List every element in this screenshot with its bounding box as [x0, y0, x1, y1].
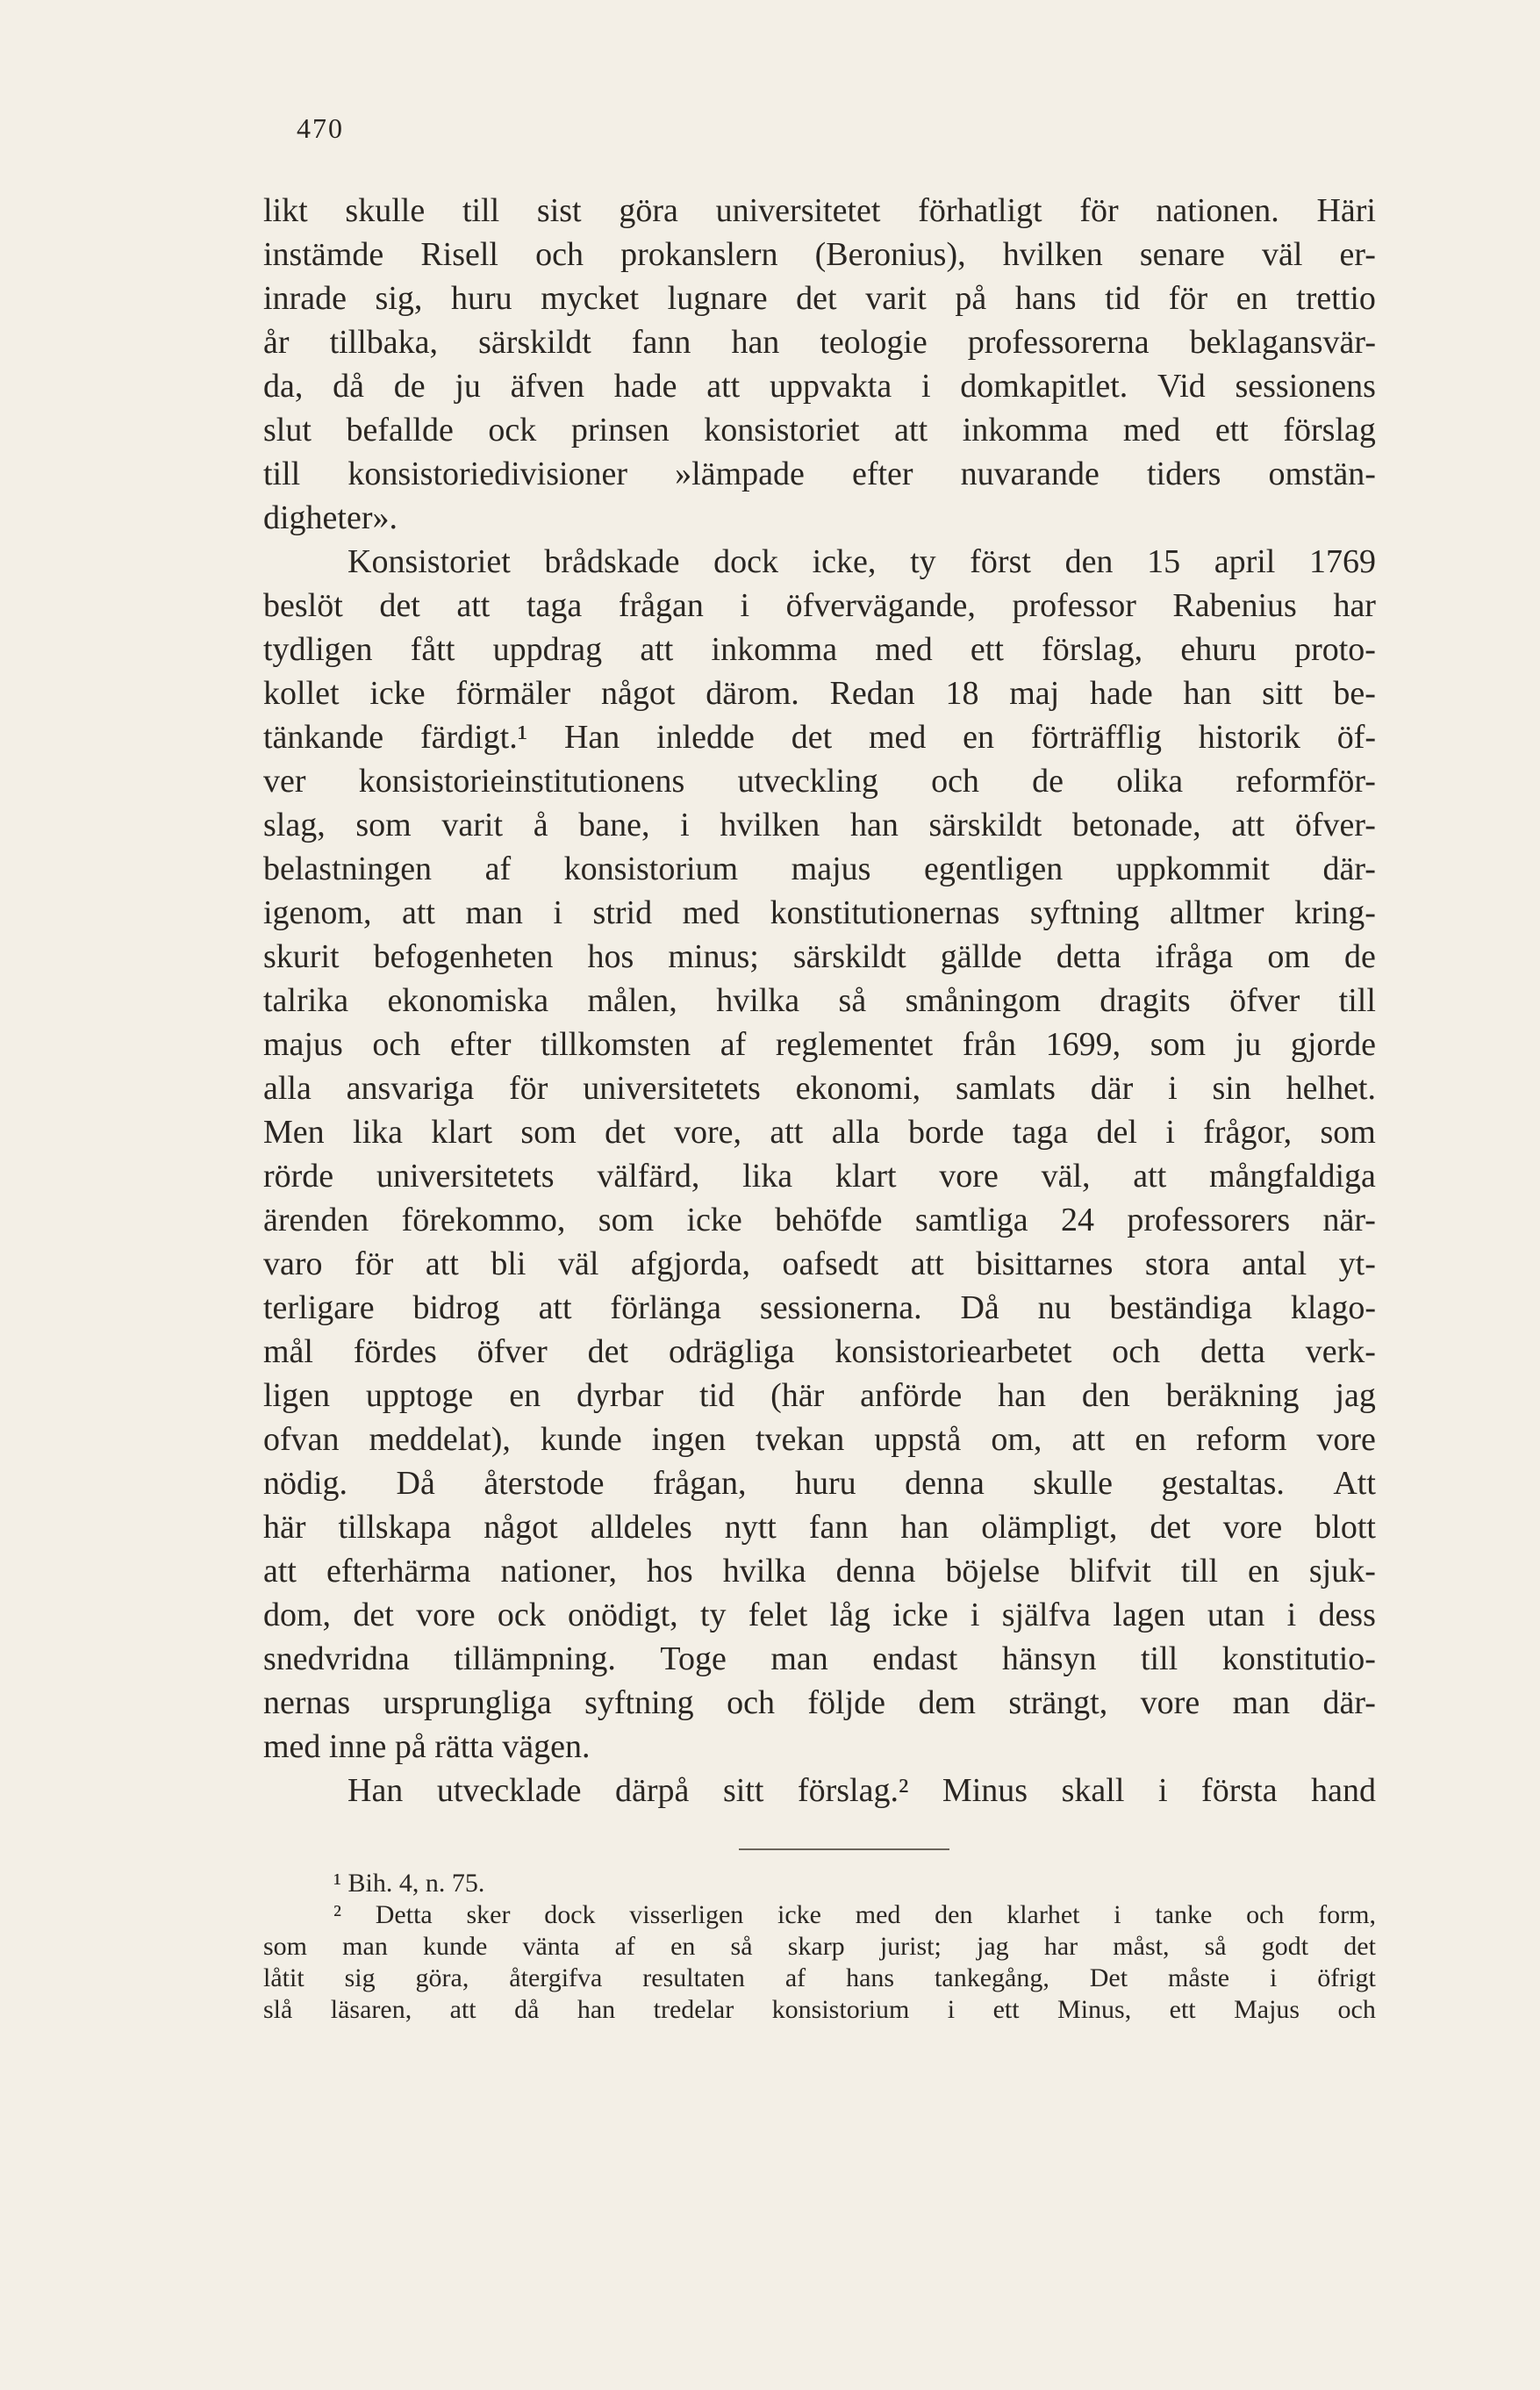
text-line: alla ansvariga för universitetets ekonomi, samlats där i sin helhet.: [263, 1070, 1376, 1107]
body-text: [263, 189, 1376, 1812]
text-line: ofvan meddelat), kunde ingen tvekan uppstå om, att en reform vore: [263, 1421, 1376, 1458]
text-line: nernas ursprungliga syftning och följde dem strängt, vore man där-: [263, 1684, 1376, 1721]
footnote-line: låtit sig göra, återgifva resultaten af hans tankegång, Det måste i öfrigt: [263, 1963, 1376, 1992]
text-line: ligen upptoge en dyrbar tid (här anförde han den beräkning jag: [263, 1377, 1376, 1414]
footnote-line: slå läsaren, att då han tredelar konsistorium i ett Minus, ett Majus och: [263, 1995, 1376, 2024]
text-line: till konsistoriedivisioner »lämpade efter nuvarande tiders omstän-: [263, 456, 1376, 492]
text-line: Men lika klart som det vore, att alla borde taga del i frågor, som: [263, 1114, 1376, 1151]
text-line: da, då de ju äfven hade att uppvakta i domkapitlet. Vid sessionens: [263, 368, 1376, 405]
text-line: beslöt det att taga frågan i öfvervägande, professor Rabenius har: [263, 587, 1376, 624]
text-line: belastningen af konsistorium majus egentligen uppkommit där-: [263, 850, 1376, 887]
text-line: här tillskapa något alldeles nytt fann han olämpligt, det vore blott: [263, 1509, 1376, 1546]
text-line: år tillbaka, särskildt fann han teologie professorerna beklagansvär-: [263, 324, 1376, 361]
text-line: Konsistoriet brådskade dock icke, ty först den 15 april 1769: [347, 543, 1376, 580]
text-line: dom, det vore ock onödigt, ty felet låg icke i själfva lagen utan i dess: [263, 1597, 1376, 1633]
text-line: tydligen fått uppdrag att inkomma med ett förslag, ehuru proto-: [263, 631, 1376, 668]
footnote-line: ¹ Bih. 4, n. 75.: [333, 1869, 485, 1898]
footnote-divider: [739, 1848, 949, 1850]
text-line: mål fördes öfver det odrägliga konsistoriearbetet och detta verk-: [263, 1333, 1376, 1370]
footnotes: [263, 1868, 1376, 2026]
text-line: majus och efter tillkomsten af reglementet från 1699, som ju gjorde: [263, 1026, 1376, 1063]
text-line: med inne på rätta vägen.: [263, 1728, 591, 1765]
text-line: nödig. Då återstode frågan, huru denna skulle gestaltas. Att: [263, 1465, 1376, 1502]
text-line: skurit befogenheten hos minus; särskildt gällde detta ifråga om de: [263, 938, 1376, 975]
text-line: tänkande färdigt.¹ Han inledde det med en förträfflig historik öf-: [263, 719, 1376, 756]
text-line: talrika ekonomiska målen, hvilka så småningom dragits öfver till: [263, 982, 1376, 1019]
text-line: att efterhärma nationer, hos hvilka denna böjelse blifvit till en sjuk-: [263, 1553, 1376, 1590]
text-line: slag, som varit å bane, i hvilken han särskildt betonade, att öfver-: [263, 807, 1376, 843]
text-line: ver konsistorieinstitutionens utveckling och de olika reformför-: [263, 763, 1376, 800]
text-line: snedvridna tillämpning. Toge man endast hänsyn till konstitutio-: [263, 1640, 1376, 1677]
text-line: inrade sig, huru mycket lugnare det varit på hans tid för en trettio: [263, 280, 1376, 317]
page-number: 470: [297, 112, 344, 144]
footnote-line: ² Detta sker dock visserligen icke med den klarhet i tanke och form,: [333, 1900, 1376, 1929]
footnote-line: som man kunde vänta af en så skarp jurist; jag har måst, så godt det: [263, 1932, 1376, 1961]
text-line: varo för att bli väl afgjorda, oafsedt att bisittarnes stora antal yt-: [263, 1245, 1376, 1282]
text-line: likt skulle till sist göra universitetet förhatligt för nationen. Häri: [263, 192, 1376, 229]
text-line: igenom, att man i strid med konstitutionernas syftning alltmer kring-: [263, 894, 1376, 931]
text-line: ärenden förekommo, som icke behöfde samtliga 24 professorers när-: [263, 1202, 1376, 1238]
text-line: slut befallde ock prinsen konsistoriet att inkomma med ett förslag: [263, 412, 1376, 449]
text-line: terligare bidrog att förlänga sessionerna. Då nu beständiga klago-: [263, 1289, 1376, 1326]
text-line: instämde Risell och prokanslern (Beronius), hvilken senare väl er-: [263, 236, 1376, 273]
text-line: Han utvecklade därpå sitt förslag.² Minus skall i första hand: [347, 1772, 1376, 1809]
text-line: rörde universitetets välfärd, lika klart vore väl, att mångfaldiga: [263, 1158, 1376, 1195]
text-line: kollet icke förmäler något därom. Redan 18 maj hade han sitt be-: [263, 675, 1376, 712]
text-line: digheter».: [263, 499, 398, 536]
